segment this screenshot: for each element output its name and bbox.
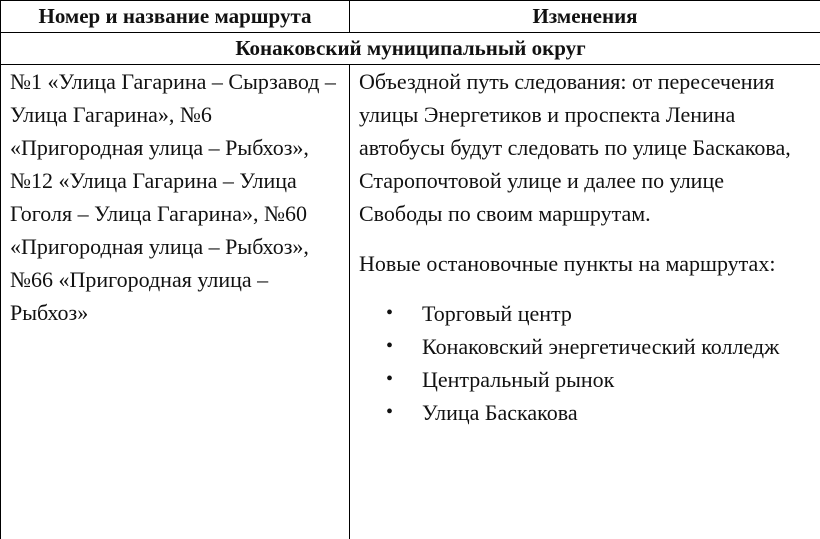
changes-cell <box>350 65 820 539</box>
list-item <box>386 363 808 396</box>
section-title: Конаковский муниципальный округ <box>1 33 820 65</box>
list-item <box>386 297 808 330</box>
table-header-row <box>1 1 820 33</box>
bullet-icon: • <box>386 335 394 357</box>
bullet-icon: • <box>386 302 394 324</box>
header-changes: Изменения <box>350 1 820 33</box>
stop-name: Конаковский энергетический колледж <box>422 334 780 359</box>
stop-name: Центральный рынок <box>422 367 615 392</box>
bullet-icon: • <box>386 401 394 423</box>
new-stops-list <box>359 297 808 429</box>
table-row <box>1 65 820 539</box>
stop-name: Улица Баскакова <box>422 400 578 425</box>
bullet-icon: • <box>386 368 394 390</box>
list-item <box>386 396 808 429</box>
routes-cell <box>1 65 350 539</box>
routes-text: №1 «Улица Гагарина – Сырзавод – Улица Гагарина», №6 «Пригородная улица – Рыбхоз», №12 «Улица Гагарина – Улица Гоголя – Улица Гагарина», №60 «Пригородная улица – Рыбхоз», №66 «Пригородная улица – Рыбхоз» <box>10 69 336 325</box>
stop-name: Торговый центр <box>422 301 572 326</box>
section-row <box>1 33 820 65</box>
new-stops-intro: Новые остановочные пункты на маршрутах: <box>359 251 776 276</box>
list-item <box>386 330 808 363</box>
header-routes: Номер и название маршрута <box>1 1 350 33</box>
detour-paragraph: Объездной путь следования: от пересечения улицы Энергетиков и проспекта Ленина автобусы будут следовать по улице Баскакова, Старопочтовой улице и далее по улице Свободы по своим маршрутам. <box>359 69 791 226</box>
